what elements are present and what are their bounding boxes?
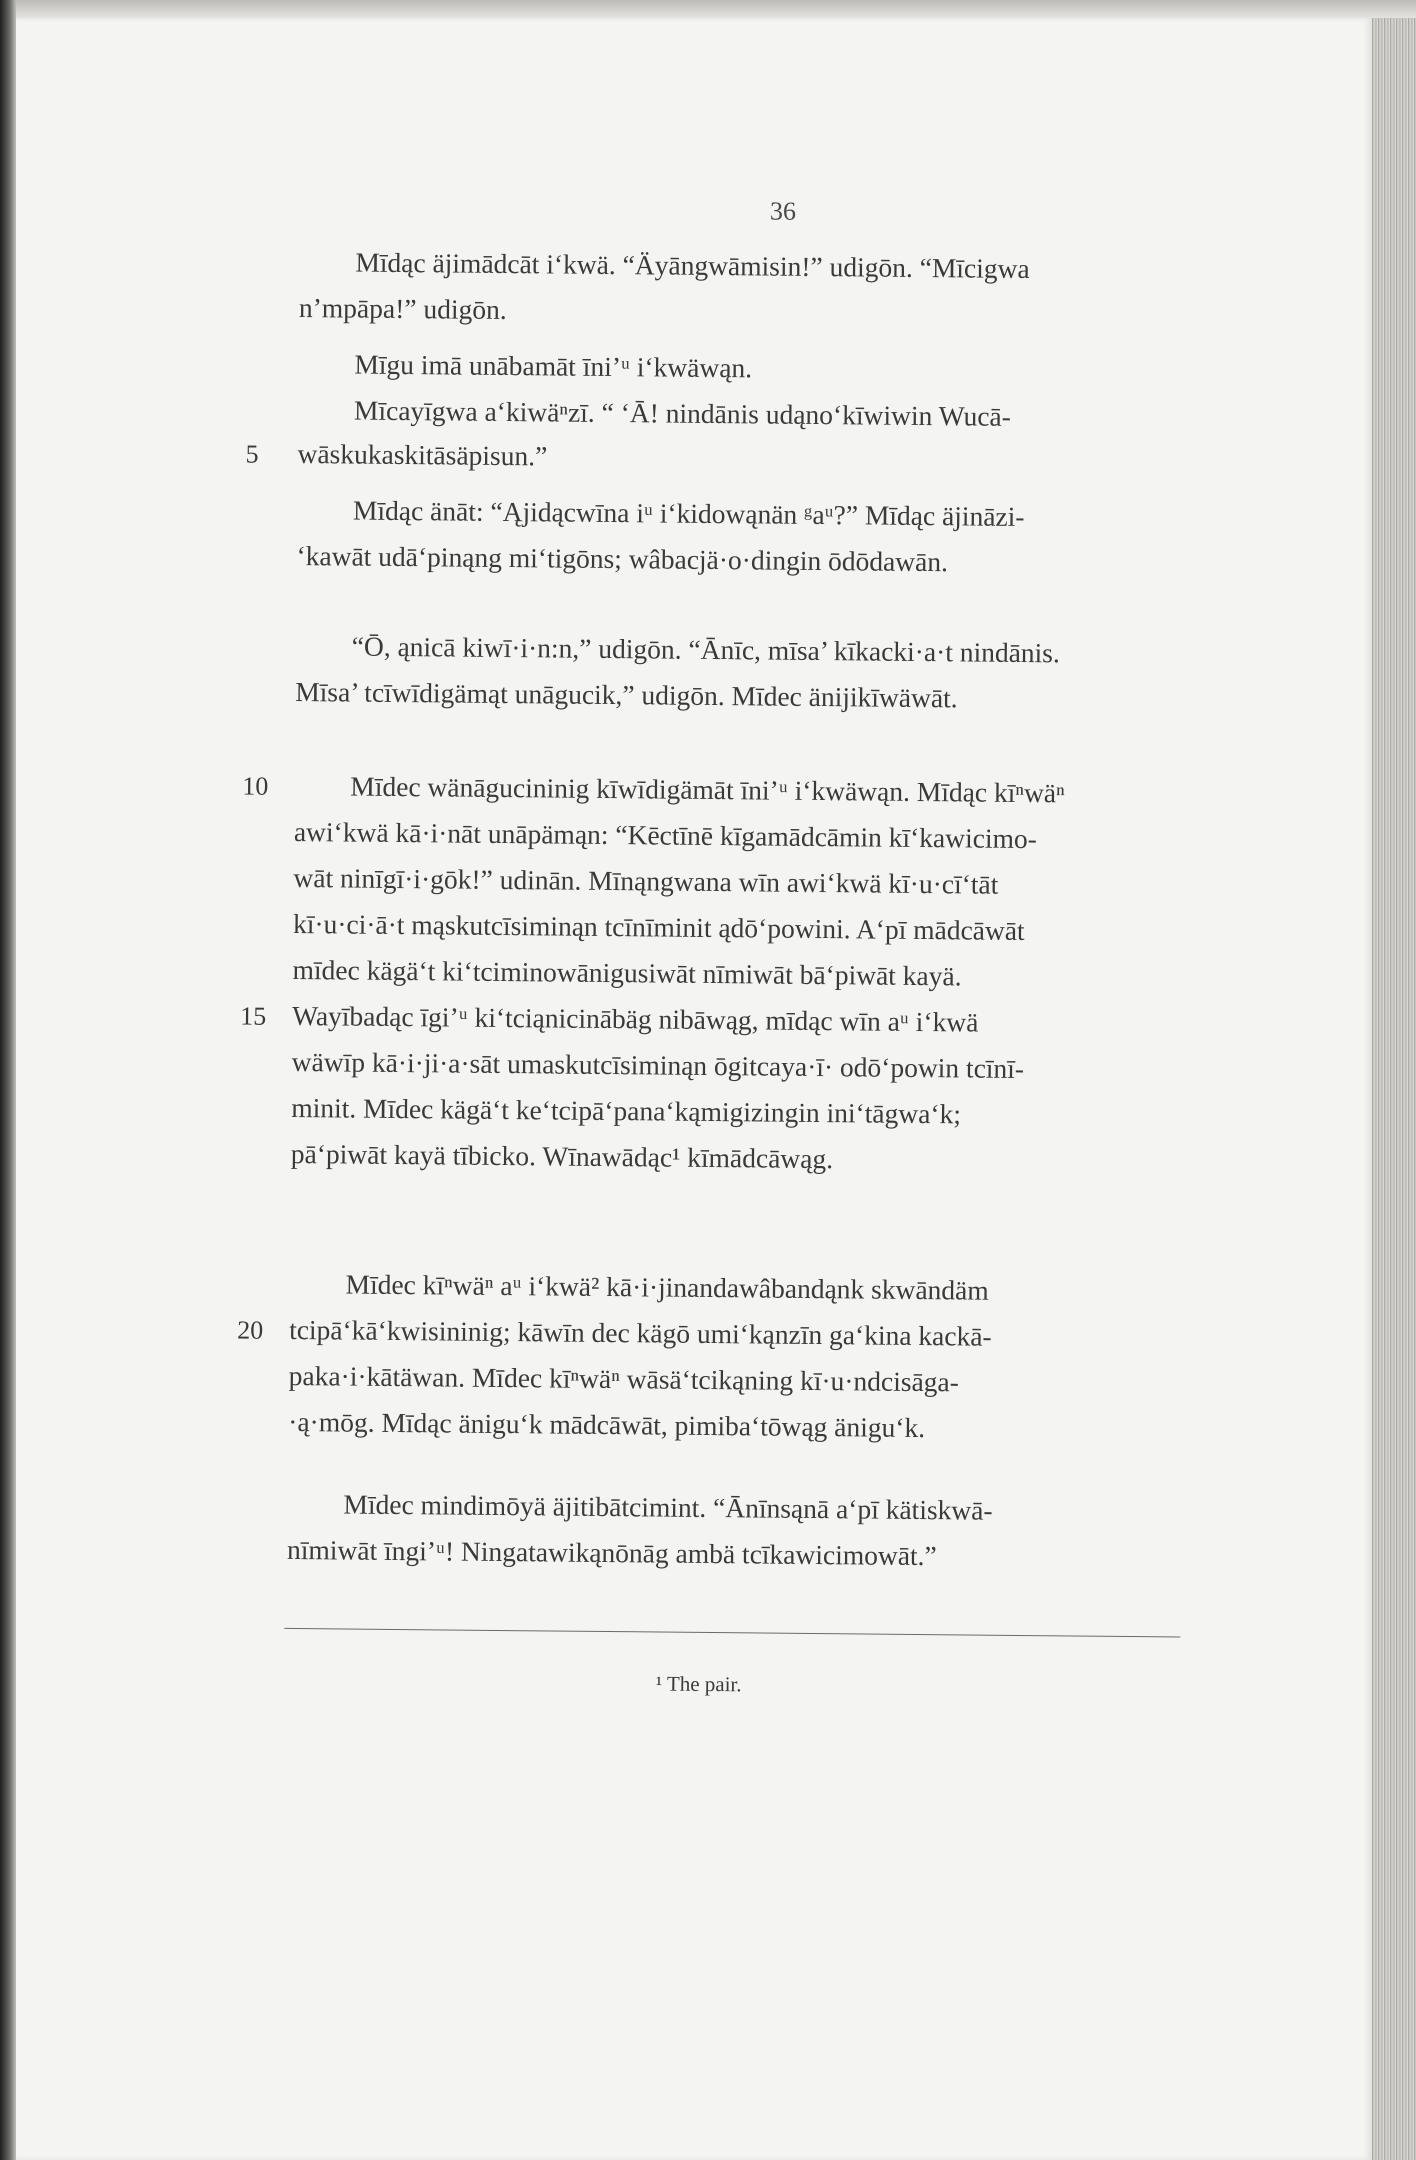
line-text: “Ō, ąnicā kiwī·i·n:n,” udigōn. “Ānīc, mīsa’ kīkacki·a·t nindānis. bbox=[351, 630, 1061, 669]
line-text: Mīdąc äjimādcāt i‘kwä. “Äyāngwāmisin!” udigōn. “Mīcigwa bbox=[355, 246, 1030, 285]
text-line bbox=[290, 1137, 834, 1175]
text-line bbox=[293, 815, 1038, 855]
text-line bbox=[345, 1270, 988, 1304]
text-line bbox=[288, 1359, 960, 1398]
line-text: mīdec kägä‘t ki‘tciminowānigusiwāt nīmiwāt bā‘piwāt kayä. bbox=[292, 953, 962, 992]
line-number: 5 bbox=[245, 439, 259, 469]
line-text: wāt ninīgī·i·gōk!” udinān. Mīnąngwana wīn awi‘kwä kī·u·cī‘tāt bbox=[293, 861, 999, 900]
text-line bbox=[289, 1313, 992, 1352]
text-line bbox=[296, 539, 949, 578]
line-text: Mīcayīgwa a‘kiwäⁿzī. “ ‘Ā! nindānis udąno‘kīwiwin Wucā- bbox=[353, 394, 1012, 432]
text-line bbox=[355, 246, 1030, 285]
line-number: 15 bbox=[240, 1001, 267, 1031]
line-text: n’mpāpa!” udigōn. bbox=[298, 291, 507, 325]
text-line bbox=[291, 1045, 1025, 1084]
text-line bbox=[298, 291, 507, 325]
text-line bbox=[295, 675, 958, 714]
line-text: Mīdec mindimōyä äjitibātcimint. “Ānīnsąnā a‘pī kätiskwā- bbox=[343, 1488, 993, 1526]
page-stack-edges bbox=[1372, 18, 1416, 2160]
text-line bbox=[343, 1490, 992, 1524]
text-line bbox=[293, 861, 999, 900]
text-line bbox=[286, 1533, 937, 1572]
book-spine-shadow bbox=[0, 0, 16, 2160]
text-line bbox=[292, 907, 1025, 946]
page-number: 36 bbox=[769, 196, 797, 226]
line-text: tcipā‘kā‘kwisininig; kāwīn dec kägō umi‘kąnzīn ga‘kina kackā- bbox=[289, 1313, 992, 1352]
text-line bbox=[292, 953, 962, 992]
line-text: Mīdąc änāt: “Ąjidącwīna iᵘ i‘kidowąnän ᵍaᵘ?” Mīdąc äjināzi- bbox=[352, 494, 1025, 532]
text-line bbox=[353, 394, 1012, 432]
text-line bbox=[350, 770, 1065, 809]
footnote: ¹ The pair. bbox=[655, 1671, 742, 1697]
text-line bbox=[292, 999, 979, 1038]
page-top-edge bbox=[16, 0, 1416, 18]
text-line bbox=[291, 1091, 962, 1130]
line-text: paka·i·kātäwan. Mīdec kīⁿwäⁿ wāsä‘tcikąning kī·u·ndcisāga- bbox=[288, 1359, 960, 1398]
line-text: ‘kawāt udā‘pinąng mi‘tigōns; wâbacjä·o·dingin ōdōdawān. bbox=[296, 539, 949, 578]
text-line bbox=[354, 348, 753, 384]
line-text: Mīdec kīⁿwäⁿ aᵘ i‘kwä² kā·i·jinandawâbandąnk skwāndäm bbox=[345, 1268, 989, 1306]
line-text: awi‘kwä kā·i·nāt unāpämąn: “Kēctīnē kīgamādcāmin kī‘kawicimo- bbox=[293, 815, 1038, 855]
line-text: Wayībadąc īgi’ᵘ ki‘tciąnicinābäg nibāwąg, mīdąc wīn aᵘ i‘kwä bbox=[292, 999, 979, 1038]
line-text: Mīsa’ tcīwīdigämąt unāgucik,” udigōn. Mīdec änijikīwäwāt. bbox=[295, 675, 958, 714]
line-text: minit. Mīdec kägä‘t ke‘tcipā‘pana‘kąmigizingin ini‘tāgwa‘k; bbox=[291, 1091, 962, 1130]
text-line bbox=[352, 494, 1025, 532]
line-text: pā‘piwāt kayä tībicko. Wīnawādąc¹ kīmādcāwąg. bbox=[290, 1137, 834, 1175]
line-number: 20 bbox=[237, 1315, 264, 1345]
line-text: nīmiwāt īngi’ᵘ! Ningatawikąnōnāg ambä tcīkawicimowāt.” bbox=[286, 1533, 937, 1572]
line-text: ·ą·mōg. Mīdąc änigu‘k mādcāwāt, pimiba‘tōwąg änigu‘k. bbox=[288, 1405, 926, 1444]
line-text: Mīgu imā unābamāt īni’ᵘ i‘kwäwąn. bbox=[354, 348, 753, 384]
text-line bbox=[297, 437, 548, 472]
text-line bbox=[288, 1405, 926, 1444]
line-text: wāskukaskitāsäpisun.” bbox=[297, 437, 548, 472]
book-page bbox=[16, 18, 1372, 2160]
line-number: 10 bbox=[242, 771, 269, 801]
text-line bbox=[351, 630, 1061, 669]
line-text: Mīdec wänāgucininig kīwīdigämāt īni’ᵘ i‘kwäwąn. Mīdąc kīⁿwäⁿ bbox=[350, 770, 1065, 809]
line-text: wäwīp kā·i·ji·a·sāt umaskutcīsiminąn ōgitcaya·ī· odō‘powin tcīnī- bbox=[291, 1045, 1025, 1084]
line-text: kī·u·ci·ā·t mąskutcīsiminąn tcīnīminit ądō‘powini. A‘pī mādcāwāt bbox=[292, 907, 1025, 946]
